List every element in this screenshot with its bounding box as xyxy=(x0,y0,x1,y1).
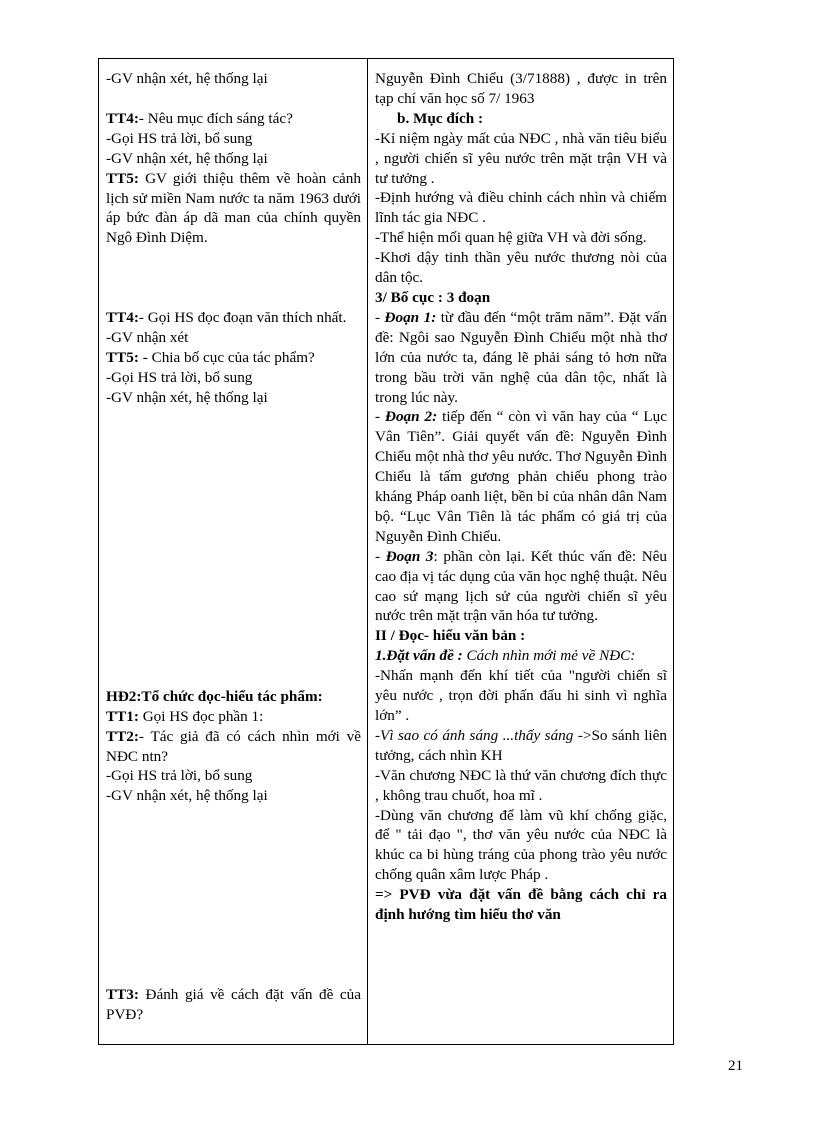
left-line: TT4:- Gọi HS đọc đoạn văn thích nhất. xyxy=(106,309,347,327)
left-line: -GV nhận xét, hệ thống lại xyxy=(106,149,268,167)
right-line: -Nhấn mạnh đến khí tiết của "người chiến sĩ yêu nước , trọn đời phấn đấu hi sinh vì nghĩa lớn” . xyxy=(375,667,667,724)
left-line: TT5: GV giới thiệu thêm về hoàn cảnh lịch sử miền Nam nước ta năm 1963 dưới áp bức đàn áp dã man của chính quyền Ngô Đình Diệm. xyxy=(106,169,361,247)
left-line: TT5: - Chia bố cục của tác phẩm? xyxy=(106,349,315,367)
right-line: -Văn chương NĐC là thứ văn chương đích thực , không trau chuốt, hoa mĩ . xyxy=(375,766,667,804)
left-line: -GV nhận xét, hệ thống lại xyxy=(106,787,268,805)
left-line: -GV nhận xét xyxy=(106,329,189,347)
right-line: -Dùng văn chương để làm vũ khí chống giặc, để " tải đạo ", thơ văn yêu nước của NĐC là khúc ca bi hùng tráng của phong trào yêu nước chống quân xâm lược Pháp . xyxy=(375,806,667,884)
section-heading: HĐ2:Tổ chức đọc-hiểu tác phẩm: xyxy=(106,687,323,705)
right-line: -Vì sao có ánh sáng ...thấy sáng ->So sánh liên tưởng, cách nhìn KH xyxy=(375,726,667,764)
subheading-purpose: b. Mục đích : xyxy=(397,109,484,127)
conclusion-line: => PVĐ vừa đặt vấn đề bằng cách chỉ ra định hướng tìm hiểu thơ văn xyxy=(375,886,667,924)
right-line: - Đoạn 2: tiếp đến “ còn vì văn hay của “ Lục Vân Tiên”. Giải quyết vấn đề: Nguyễn Đình Chiểu một nhà thơ yêu nước. Thơ Nguyễn Đình Chiểu là tấm gương phản chiếu phong trào kháng Pháp oanh liệt, bền bỉ của nhân dân Nam bộ. “Lục Vân Tiên là tác phẩm có giá trị của Nguyễn Đình Chiểu. xyxy=(375,408,667,545)
lesson-table xyxy=(98,58,674,1045)
left-line: -GV nhận xét, hệ thống lại xyxy=(106,70,268,87)
right-line: -Định hướng và điều chỉnh cách nhìn và chiếm lĩnh tác gia NĐC . xyxy=(375,189,667,227)
subheading-structure: 3/ Bố cục : 3 đoạn xyxy=(375,288,491,306)
content-column xyxy=(368,59,673,1044)
right-line: -Thể hiện mối quan hệ giữa VH và đời sống. xyxy=(375,229,647,247)
left-line: -Gọi HS trả lời, bổ sung xyxy=(106,368,253,386)
left-line: TT1: Gọi HS đọc phần 1: xyxy=(106,707,264,725)
right-line: 1.Đặt vấn đề : Cách nhìn mới mẻ về NĐC: xyxy=(375,647,636,665)
right-line: Nguyễn Đình Chiểu (3/71888) , được in trên tạp chí văn học số 7/ 1963 xyxy=(375,70,667,107)
left-line: TT4:- Nêu mục đích sáng tác? xyxy=(106,109,293,127)
activities-column xyxy=(99,59,368,1044)
left-line: -Gọi HS trả lời, bổ sung xyxy=(106,767,253,785)
section-heading: II / Đọc- hiểu văn bản : xyxy=(375,627,526,645)
page-number: 21 xyxy=(728,1058,743,1074)
right-line: - Đoạn 1: từ đầu đến “một trăm năm”. Đặt vấn đề: Ngôi sao Nguyễn Đình Chiểu một nhà thơ lớn của nước ta, đáng lẽ phải sáng tỏ hơn nữa trong bầu trời văn nghệ của dân tộc, nhất là trong lúc này. xyxy=(375,308,667,406)
right-line: -Khơi dậy tinh thần yêu nước thương nòi của dân tộc. xyxy=(375,249,667,287)
left-line: -GV nhận xét, hệ thống lại xyxy=(106,388,268,406)
right-line: -Kỉ niệm ngày mất của NĐC , nhà văn tiêu biểu , người chiến sĩ yêu nước trên mặt trận VH và tư tưởng . xyxy=(375,129,667,187)
left-line: TT3: Đánh giá về cách đặt vấn đề của PVĐ? xyxy=(106,986,361,1024)
left-line: TT2:- Tác giả đã có cách nhìn mới về NĐC ntn? xyxy=(106,727,361,765)
left-line: -Gọi HS trả lời, bổ sung xyxy=(106,129,253,147)
right-line: - Đoạn 3: phần còn lại. Kết thúc vấn đề: Nêu cao địa vị tác dụng của văn học nghệ thuật. Nêu cao sứ mạng lịch sử của người chiến sĩ yêu nước trên mặt trận văn hóa tư tưởng. xyxy=(375,547,667,625)
